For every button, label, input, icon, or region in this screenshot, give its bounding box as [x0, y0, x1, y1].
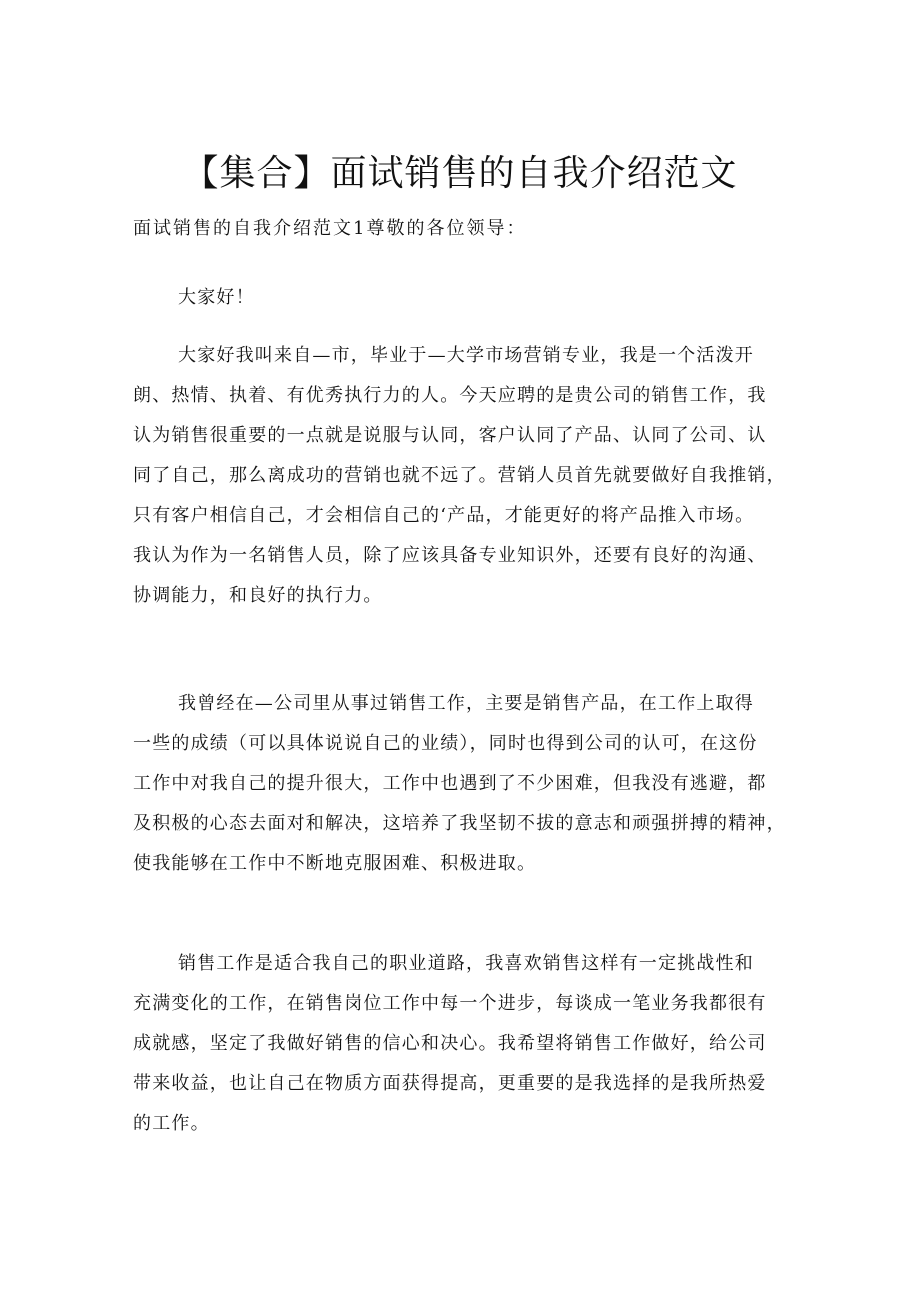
paragraph-line: 的工作。	[133, 1113, 210, 1134]
paragraph-line: 同了自己，那么离成功的营销也就不远了。营销人员首先就要做好自我推销，	[133, 465, 786, 486]
paragraph-line: 我认为作为一名销售人员，除了应该具备专业知识外，还要有良好的沟通、	[133, 545, 767, 566]
paragraph-line: 工作中对我自己的提升很大，工作中也遇到了不少困难，但我没有逃避，都	[133, 773, 767, 794]
paragraph-2	[133, 684, 793, 884]
paragraph-line: 带来收益，也让自己在物质方面获得提高，更重要的是我选择的是我所热爱	[133, 1073, 767, 1094]
paragraph-line: 协调能力，和良好的执行力。	[133, 585, 383, 606]
paragraph-line: 朗、热情、执着、有优秀执行力的人。今天应聘的是贵公司的销售工作，我	[133, 385, 767, 406]
paragraph-line: 销售工作是适合我自己的职业道路，我喜欢销售这样有一定挑战性和	[178, 953, 754, 974]
paragraph-line: 成就感，坚定了我做好销售的信心和决心。我希望将销售工作做好，给公司	[133, 1033, 767, 1054]
paragraph-line: 充满变化的工作，在销售岗位工作中每一个进步，每谈成一笔业务我都很有	[133, 993, 767, 1014]
paragraph-line: 认为销售很重要的一点就是说服与认同，客户认同了产品、认同了公司、认	[133, 425, 767, 446]
intro-line: 面试销售的自我介绍范文1尊敬的各位领导：	[133, 218, 527, 239]
paragraph-line: 一些的成绩（可以具体说说自己的业绩），同时也得到公司的认可，在这份	[133, 733, 758, 754]
paragraph-3	[133, 944, 793, 1144]
paragraph-line: 大家好我叫来自—市，毕业于—大学市场营销专业，我是一个活泼开	[178, 345, 754, 366]
document-title: 【集合】面试销售的自我介绍范文	[182, 153, 738, 194]
paragraph-line: 使我能够在工作中不断地克服困难、积极进取。	[133, 853, 537, 874]
paragraph-line: 我曾经在—公司里从事过销售工作，主要是销售产品，在工作上取得	[178, 693, 754, 714]
greeting-text: 大家好！	[178, 287, 255, 308]
paragraph-1	[133, 336, 793, 616]
paragraph-line: 只有客户相信自己，才会相信自己的‘产品，才能更好的将产品推入市场。	[133, 505, 755, 526]
paragraph-line: 及积极的心态去面对和解决，这培养了我坚韧不拔的意志和顽强拼搏的精神，	[133, 813, 786, 834]
greeting-paragraph	[133, 278, 793, 318]
